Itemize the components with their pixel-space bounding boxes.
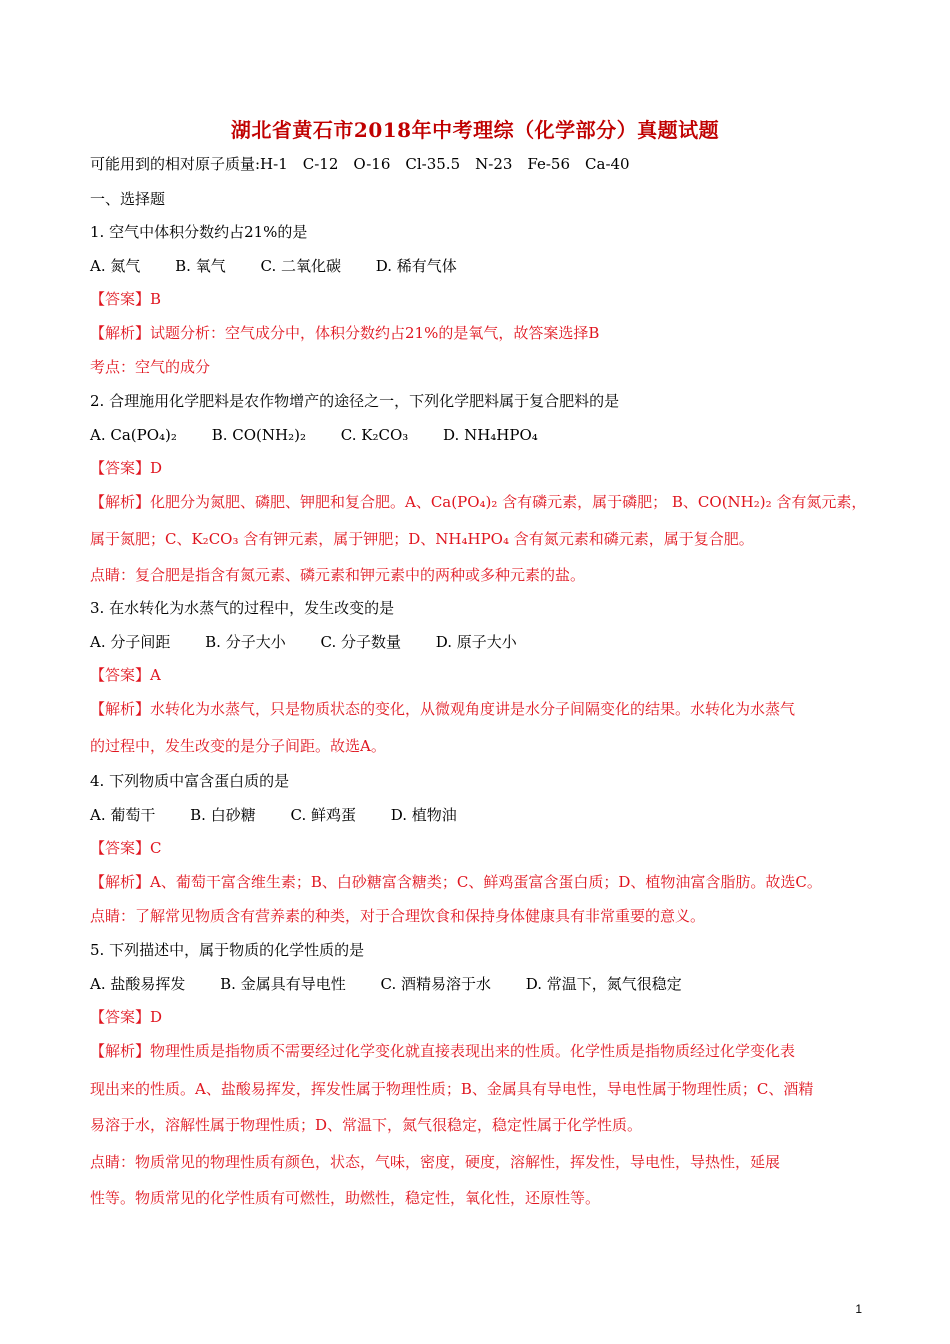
q2-option-d: D. NH₄HPO₄	[443, 426, 538, 444]
q4-answer: 【答案】C	[90, 839, 162, 857]
page-number: 1	[855, 1302, 862, 1316]
q4-option-d: D. 植物油	[390, 806, 457, 824]
q4-options	[90, 805, 880, 825]
q2-tip: 点睛：复合肥是指含有氮元素、磷元素和钾元素中的两种或多种元素的盐。	[90, 566, 586, 584]
q2-option-a: A. Ca(PO₄)₂	[90, 426, 177, 444]
q1-option-a: A. 氮气	[90, 257, 141, 275]
q2-option-b: B. CO(NH₂)₂	[211, 426, 306, 444]
q3-analysis-line-1: 【解析】水转化为水蒸气，只是物质状态的变化，从微观角度讲是水分子间隔变化的结果。水转化为水蒸气	[90, 700, 796, 718]
q3-answer: 【答案】A	[90, 666, 161, 684]
q4-analysis: 【解析】A、葡萄干富含维生素；B、白砂糖富含糖类；C、鲜鸡蛋富含蛋白质；D、植物油富含脂肪。故选C。	[90, 873, 822, 891]
q5-analysis-line-2: 现出来的性质。A、盐酸易挥发，挥发性属于物理性质；B、金属具有导电性，导电性属于物理性质；C、酒精	[90, 1080, 814, 1098]
q5-tip-line-1: 点睛：物质常见的物理性质有颜色，状态，气味，密度，硬度，溶解性，挥发性，导电性，导热性，延展	[90, 1153, 781, 1171]
q1-option-d: D. 稀有气体	[375, 257, 457, 275]
q1-stem: 1. 空气中体积分数约占21%的是	[90, 223, 308, 241]
q4-option-b: B. 白砂糖	[190, 806, 256, 824]
q5-analysis-line-3: 易溶于水，溶解性属于物理性质；D、常温下，氮气很稳定，稳定性属于化学性质。	[90, 1116, 643, 1134]
q5-answer: 【答案】D	[90, 1008, 163, 1026]
q1-options	[90, 256, 880, 276]
q2-answer: 【答案】D	[90, 459, 163, 477]
q5-stem: 5. 下列描述中，属于物质的化学性质的是	[90, 941, 365, 959]
q5-option-d: D. 常温下，氮气很稳定	[525, 975, 682, 993]
q4-option-c: C. 鲜鸡蛋	[290, 806, 356, 824]
q1-point: 考点：空气的成分	[90, 358, 211, 376]
q3-analysis-line-2: 的过程中，发生改变的是分子间距。故选A。	[90, 737, 386, 755]
q2-analysis-line-2: 属于氮肥；C、K₂CO₃ 含有钾元素，属于钾肥；D、NH₄HPO₄ 含有氮元素和磷元素，属于复合肥。	[90, 530, 754, 548]
atomic-masses: 可能用到的相对原子质量:H-1 C-12 O-16 Cl-35.5 N-23 Fe-56 Ca-40	[90, 155, 630, 173]
q2-analysis-line-1: 【解析】化肥分为氮肥、磷肥、钾肥和复合肥。A、Ca(PO₄)₂ 含有磷元素，属于磷肥； B、CO(NH₂)₂ 含有氮元素，	[90, 493, 867, 511]
q3-option-d: D. 原子大小	[435, 633, 517, 651]
q5-option-a: A. 盐酸易挥发	[90, 975, 186, 993]
q3-stem: 3. 在水转化为水蒸气的过程中，发生改变的是	[90, 599, 395, 617]
q5-analysis-line-1: 【解析】物理性质是指物质不需要经过化学变化就直接表现出来的性质。化学性质是指物质经过化学变化表	[90, 1042, 796, 1060]
q1-analysis: 【解析】试题分析：空气成分中，体积分数约占21%的是氧气，故答案选择B	[90, 324, 600, 342]
q2-option-c: C. K₂CO₃	[340, 426, 409, 444]
q5-tip-line-2: 性等。物质常见的化学性质有可燃性，助燃性，稳定性，氧化性，还原性等。	[90, 1189, 601, 1207]
q5-option-c: C. 酒精易溶于水	[380, 975, 491, 993]
q5-options	[90, 974, 880, 994]
q4-option-a: A. 葡萄干	[90, 806, 156, 824]
q1-option-b: B. 氧气	[175, 257, 226, 275]
q4-stem: 4. 下列物质中富含蛋白质的是	[90, 772, 290, 790]
q3-option-b: B. 分子大小	[205, 633, 286, 651]
q1-option-c: C. 二氧化碳	[260, 257, 341, 275]
section-heading: 一、选择题	[90, 190, 166, 208]
q2-options	[90, 425, 880, 445]
page-title: 湖北省黄石市2018年中考理综（化学部分）真题试题	[230, 118, 720, 142]
q3-option-a: A. 分子间距	[90, 633, 171, 651]
q3-option-c: C. 分子数量	[320, 633, 401, 651]
q1-answer: 【答案】B	[90, 290, 162, 308]
q2-stem: 2. 合理施用化学肥料是农作物增产的途径之一，下列化学肥料属于复合肥料的是	[90, 392, 620, 410]
q3-options	[90, 632, 880, 652]
q4-tip: 点睛：了解常见物质含有营养素的种类，对于合理饮食和保持身体健康具有非常重要的意义。	[90, 907, 706, 925]
q5-option-b: B. 金属具有导电性	[220, 975, 346, 993]
